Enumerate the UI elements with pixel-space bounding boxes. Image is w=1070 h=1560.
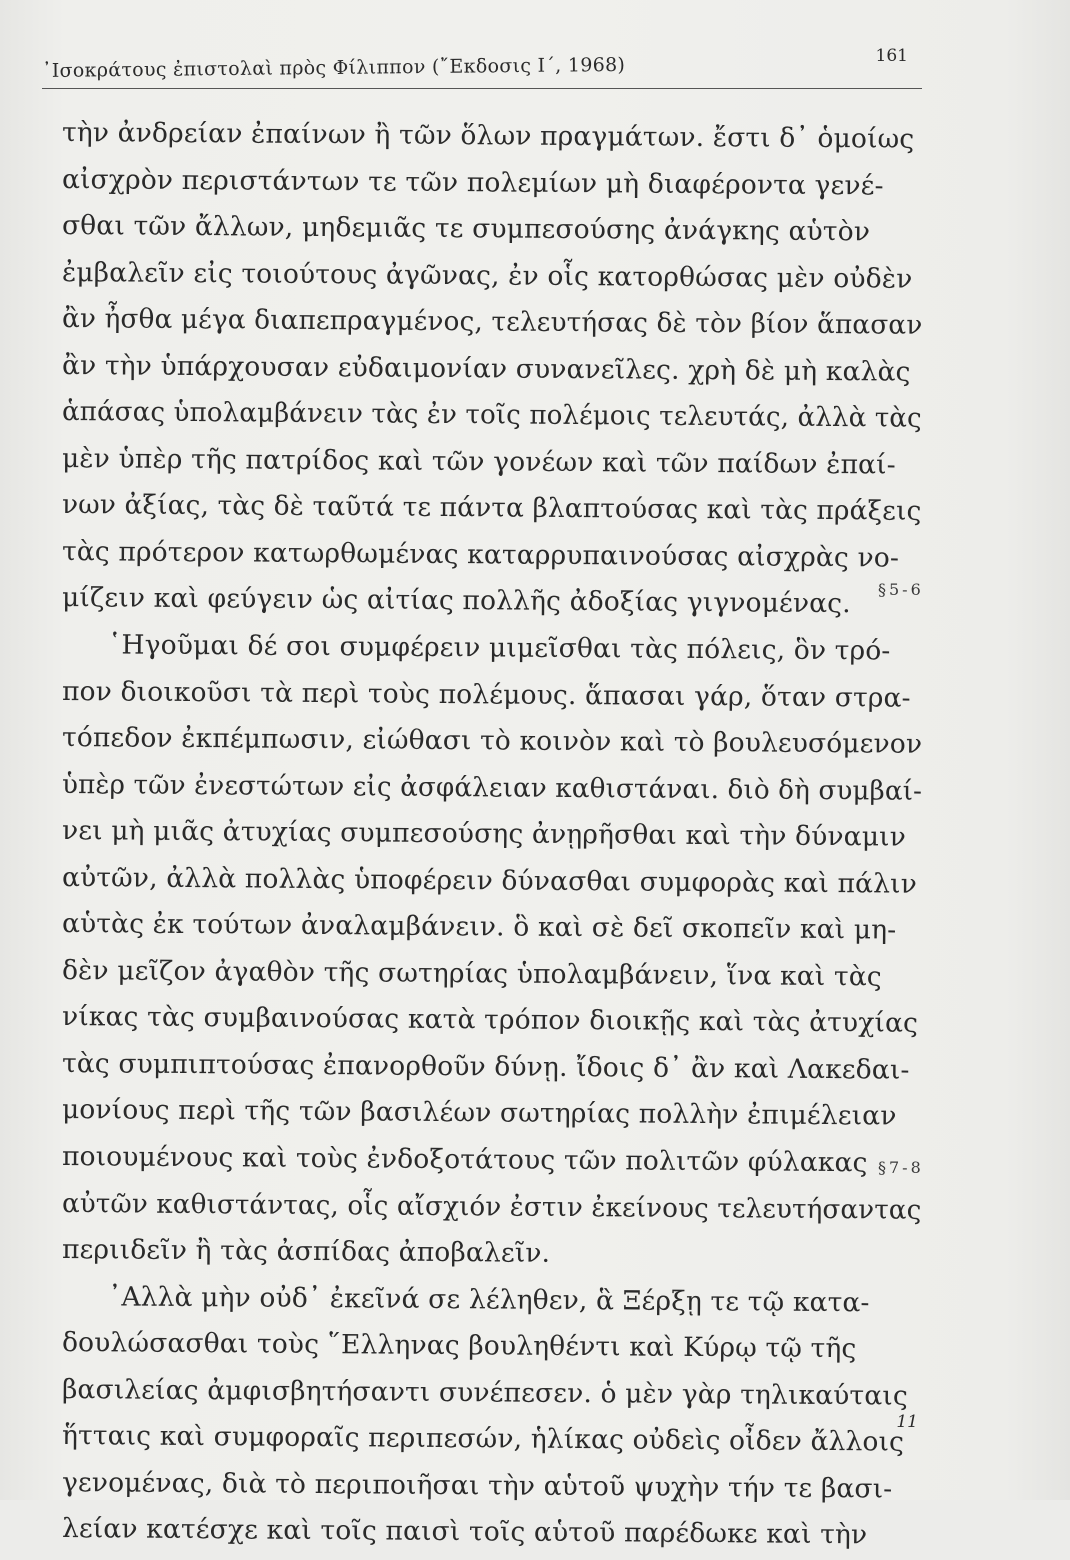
text-line: τὴν ἀνδρείαν ἐπαίνων ἢ τῶν ὅλων πραγμάτων. ἔστι δ᾿ ὁμοίως: [61, 117, 915, 155]
text-line: σθαι τῶν ἄλλων, μηδεμιᾶς τε συμπεσούσης ἀνάγκης αὑτὸν: [61, 210, 871, 248]
text-line: ἐμβαλεῖν εἰς τοιούτους ἀγῶνας, ἐν οἷς κατορθώσας μὲν οὐδὲν: [61, 256, 913, 295]
text-line: τὰς συμπιπτούσας ἐπανορθοῦν δύνῃ. ἴδοις δ᾿ ἂν καὶ Λακεδαι-: [61, 1047, 910, 1086]
text-line: πον διοικοῦσι τὰ περὶ τοὺς πολέμους. ἅπασαι γάρ, ὅταν στρα-: [61, 675, 911, 714]
text-line: μίζειν καὶ φεύγειν ὡς αἰτίας πολλῆς ἀδοξίας γιγνομένας.: [61, 582, 851, 620]
text-line: ὑπὲρ τῶν ἐνεστώτων εἰς ἀσφάλειαν καθιστάναι. διὸ δὴ συμβαί-: [61, 768, 923, 807]
text-line: ποιουμένους καὶ τοὺς ἐνδοξοτάτους τῶν πολιτῶν φύλακας: [61, 1141, 868, 1179]
text-line: μὲν ὑπὲρ τῆς πατρίδος καὶ τῶν γονέων καὶ τῶν παίδων ἐπαί-: [61, 442, 896, 481]
text-line: νων ἀξίας, τὰς δὲ ταῦτά τε πάντα βλαπτούσας καὶ τὰς πράξεις: [61, 489, 922, 528]
text-line: αὑτὰς ἐκ τούτων ἀναλαμβάνειν. ὃ καὶ σὲ δεῖ σκοπεῖν καὶ μη-: [61, 908, 897, 946]
text-line: τὰς πρότερον κατωρθωμένας καταρρυπαινούσας αἰσχρὰς νο-: [61, 535, 900, 574]
signature-folio: 11: [896, 1412, 918, 1432]
body-text: [62, 110, 922, 1553]
text-line: αὐτῶν, ἀλλὰ πολλὰς ὑποφέρειν δύνασθαι συμφορὰς καὶ πάλιν: [61, 861, 918, 900]
text-line: ἂν τὴν ὑπάρχουσαν εὐδαιμονίαν συνανεῖλες. χρὴ δὲ μὴ καλὰς: [61, 349, 911, 388]
section-marker: §5-6: [878, 580, 924, 599]
text-line: δουλώσασθαι τοὺς ῞Ελληνας βουληθέντι καὶ Κύρῳ τῷ τῆς: [61, 1327, 857, 1365]
text-line: ἁπάσας ὑπολαμβάνειν τὰς ἐν τοῖς πολέμοις τελευτάς, ἀλλὰ τὰς: [61, 396, 922, 435]
page-number: 161: [875, 46, 908, 66]
text-line: μονίους περὶ τῆς τῶν βασιλέων σωτηρίας πολλὴν ἐπιμέλειαν: [61, 1094, 897, 1133]
section-marker: §7-8: [878, 1158, 924, 1177]
running-head: [41, 46, 922, 89]
text-line: αἰσχρὸν περιστάντων τε τῶν πολεμίων μὴ διαφέροντα γενέ-: [61, 163, 884, 202]
text-line: νίκας τὰς συμβαινούσας κατὰ τρόπον διοικῇς καὶ τὰς ἀτυχίας: [61, 1001, 919, 1040]
text-line: νει μὴ μιᾶς ἀτυχίας συμπεσούσης ἀνῃρῆσθαι καὶ τὴν δύναμιν: [61, 815, 907, 853]
running-head-title: ᾿Ισοκράτους ἐπιστολαὶ πρὸς Φίλιππον (῎Εκδοσις Ι΄, 1968): [41, 53, 626, 82]
text-line: περιιδεῖν ἢ τὰς ἀσπίδας ἀποβαλεῖν.: [61, 1234, 551, 1269]
text-line: αὐτῶν καθιστάντας, οἷς αἴσχιόν ἐστιν ἐκείνους τελευτήσαντας: [61, 1187, 922, 1226]
paragraph-start-line: ᾿Αλλὰ μὴν οὐδ᾿ ἐκεῖνά σε λέληθεν, ἃ Ξέρξῃ τε τῷ κατα-: [107, 1281, 870, 1319]
text-line: ἂν ἦσθα μέγα διαπεπραγμένος, τελευτήσας δὲ τὸν βίον ἅπασαν: [61, 303, 923, 341]
text-line: τόπεδον ἐκπέμπωσιν, εἰώθασι τὸ κοινὸν καὶ τὸ βουλευσόμενον: [61, 722, 923, 760]
paragraph-start-line: ῾Ηγοῦμαι δέ σοι συμφέρειν μιμεῖσθαι τὰς πόλεις, ὃν τρό-: [107, 629, 891, 667]
text-line: δὲν μεῖζον ἀγαθὸν τῆς σωτηρίας ὑπολαμβάνειν, ἵνα καὶ τὰς: [61, 954, 882, 993]
text-line: γενομένας, διὰ τὸ περιποιῆσαι τὴν αὑτοῦ ψυχὴν τήν τε βασι-: [61, 1466, 893, 1505]
text-line: ἥτταις καὶ συμφοραῖς περιπεσών, ἡλίκας οὐδεὶς οἶδεν ἄλλοις: [61, 1420, 905, 1458]
text-line: βασιλείας ἀμφισβητήσαντι συνέπεσεν. ὁ μὲν γὰρ τηλικαύταις: [61, 1373, 909, 1412]
text-line: λείαν κατέσχε καὶ τοῖς παισὶ τοῖς αὑτοῦ παρέδωκε καὶ τὴν: [61, 1513, 868, 1551]
